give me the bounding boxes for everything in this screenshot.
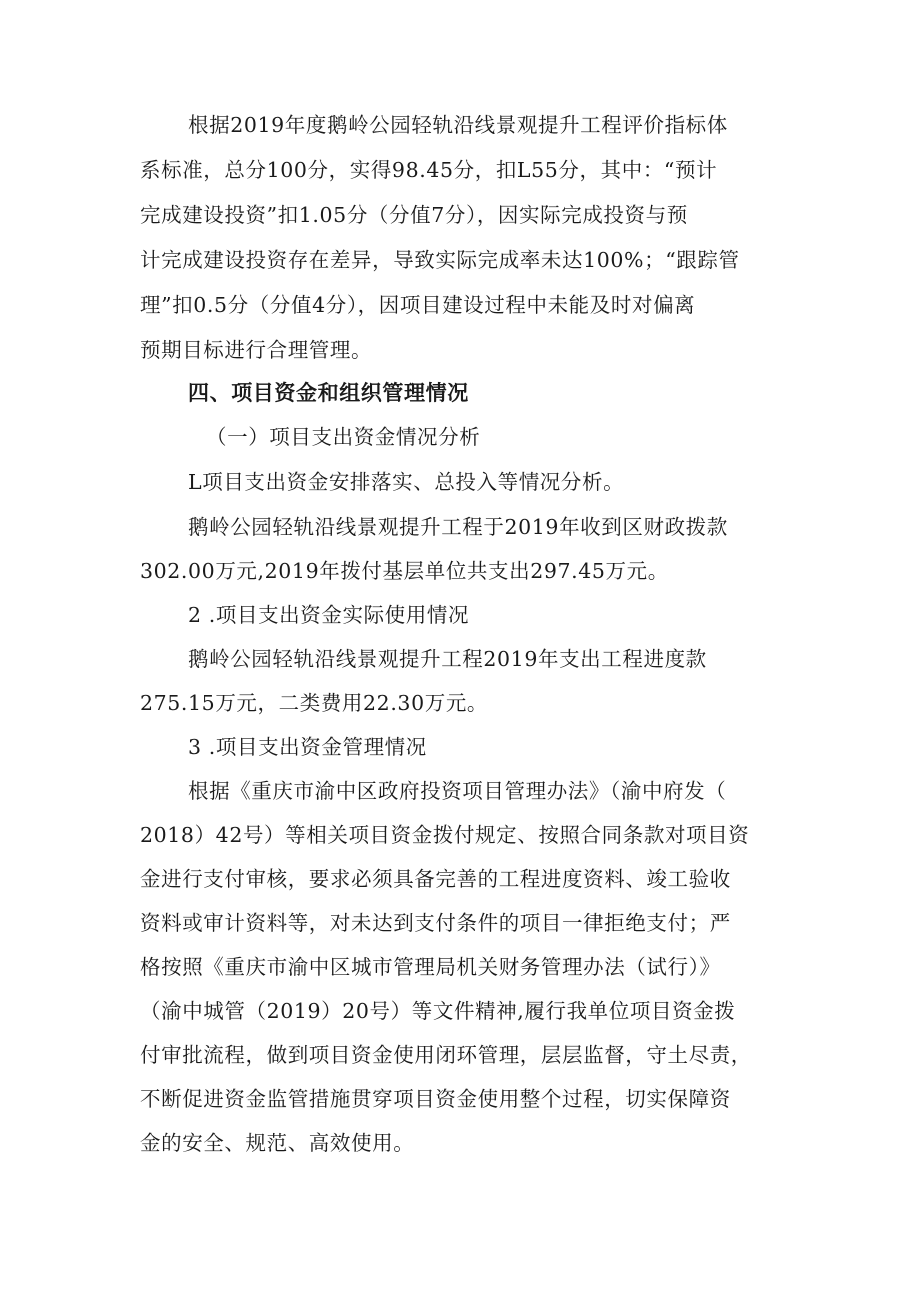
paragraph-line: 付审批流程，做到项目资金使用闭环管理，层层监督，守土尽责， [140, 1043, 752, 1067]
paragraph-line: 系标准，总分100分，实得98.45分，扣L55分，其中：“预计 [140, 158, 718, 182]
paragraph-line: 302.00万元,2019年拨付基层单位共支出297.45万元。 [140, 559, 669, 583]
paragraph-line: 计完成建设投资存在差异，导致实际完成率未达100%；“跟踪管 [140, 248, 740, 272]
paragraph-line: 275.15万元，二类费用22.30万元。 [140, 691, 489, 715]
paragraph-line: 金进行支付审核，要求必须具备完善的工程进度资料、竣工验收 [140, 867, 731, 891]
paragraph-line: 资料或审计资料等，对未达到支付条件的项目一律拒绝支付；严 [140, 911, 731, 935]
paragraph-line: 预期目标进行合理管理。 [140, 338, 373, 362]
item-heading: 3 .项目支出资金管理情况 [188, 735, 427, 759]
paragraph-line: 完成建设投资”扣1.05分（分值7分），因实际完成投资与预 [140, 203, 688, 227]
section-heading: 四、项目资金和组织管理情况 [188, 381, 469, 405]
paragraph-line: （渝中城管（2019）20号）等文件精神,履行我单位项目资金拨 [140, 999, 736, 1023]
paragraph-line: 鹅岭公园轻轨沿线景观提升工程2019年支出工程进度款 [188, 647, 707, 671]
paragraph-line: 根据2019年度鹅岭公园轻轨沿线景观提升工程评价指标体 [188, 113, 728, 137]
item-heading: 2 .项目支出资金实际使用情况 [188, 603, 470, 627]
subsection-heading: （一）项目支出资金情况分析 [206, 425, 481, 449]
paragraph-line: 格按照《重庆市渝中区城市管理局机关财务管理办法（试行）》 [140, 955, 721, 979]
paragraph-line: 理”扣0.5分（分值4分），因项目建设过程中未能及时对偏离 [140, 293, 696, 317]
paragraph-line: 根据《重庆市渝中区政府投资项目管理办法》（渝中府发（ [188, 779, 727, 803]
paragraph-line: 不断促进资金监管措施贯穿项目资金使用整个过程，切实保障资 [140, 1087, 731, 1111]
item-heading: L项目支出资金安排落实、总投入等情况分析。 [188, 470, 625, 494]
paragraph-line: 2018）42号）等相关项目资金拨付规定、按照合同条款对项目资 [140, 823, 750, 847]
paragraph-line: 金的安全、规范、高效使用。 [140, 1131, 415, 1155]
paragraph-line: 鹅岭公园轻轨沿线景观提升工程于2019年收到区财政拨款 [188, 515, 728, 539]
